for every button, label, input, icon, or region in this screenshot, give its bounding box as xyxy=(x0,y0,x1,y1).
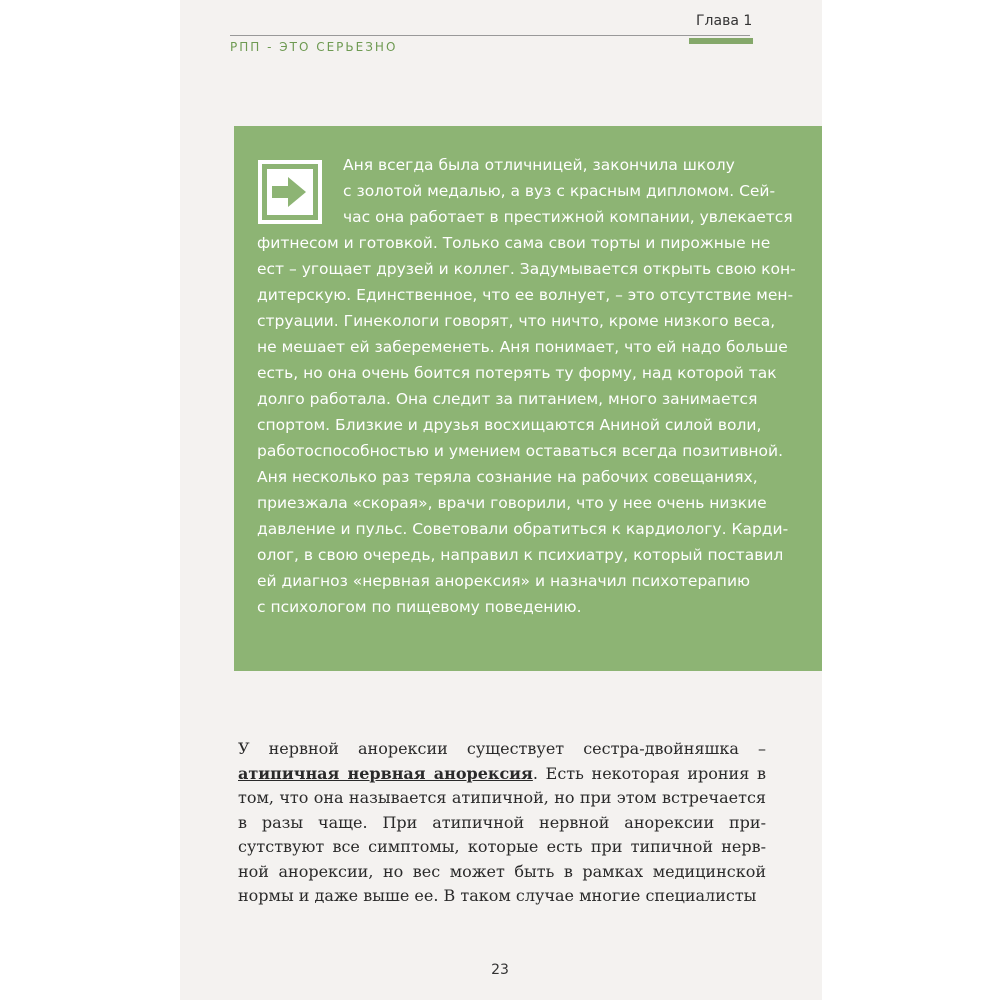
callout-line: с золотой медалью, а вуз с красным дипломом. Сей- xyxy=(343,182,776,200)
callout-line: с психологом по пищевому поведению. xyxy=(257,598,582,616)
running-head: РПП - ЭТО СЕРЬЕЗНО xyxy=(230,40,398,54)
callout-line: долго работала. Она следит за питанием, много занимается xyxy=(257,390,758,408)
callout-line: приезжала «скорая», врачи говорили, что у нее очень низкие xyxy=(257,494,767,512)
callout-line: работоспособностью и умением оставаться всегда позитивной. xyxy=(257,442,784,460)
callout-line: фитнесом и готовкой. Только сама свои торты и пирожные не xyxy=(257,234,771,252)
callout-line: не мешает ей забеременеть. Аня понимает, что ей надо больше xyxy=(257,338,788,356)
book-page xyxy=(180,0,822,1000)
body-text-after: . Есть некоторая ирония в том, что она называется атипичной, но при этом встречается в разы чаще. При атипичной нервной анорексии присутствуют все симптомы, которые есть при типичной нервной анорексии, но вес может быть в рамках медицинской нормы и даже выше ее. В таком случае многие специалисты xyxy=(238,763,766,905)
case-study-callout xyxy=(234,126,822,671)
body-paragraph xyxy=(238,737,766,909)
page-number: 23 xyxy=(491,962,509,978)
body-text-before: У нервной анорексии существует сестра-двойняшка – xyxy=(238,739,766,758)
callout-line: час она работает в престижной компании, увлекается xyxy=(343,208,793,226)
callout-text xyxy=(257,152,812,620)
callout-line: дитерскую. Единственное, что ее волнует, – это отсутствие мен- xyxy=(257,286,794,304)
callout-line: струации. Гинекологи говорят, что ничто, кроме низкого веса, xyxy=(257,312,776,330)
callout-line: ей диагноз «нервная анорексия» и назначил психотерапию xyxy=(257,572,751,590)
chapter-label: Глава 1 xyxy=(696,13,753,29)
callout-line: есть, но она очень боится потерять ту форму, над которой так xyxy=(257,364,777,382)
callout-line: Аня всегда была отличницей, закончила школу xyxy=(343,156,735,174)
callout-line: давление и пульс. Советовали обратиться к кардиологу. Карди- xyxy=(257,520,789,538)
callout-line: олог, в свою очередь, направил к психиатру, который поставил xyxy=(257,546,784,564)
callout-line: Аня несколько раз теряла сознание на рабочих совещаниях, xyxy=(257,468,758,486)
key-term: атипичная нервная анорексия xyxy=(238,763,533,783)
header-rule xyxy=(230,35,750,36)
callout-line: спортом. Близкие и друзья восхищаются Аниной силой воли, xyxy=(257,416,762,434)
chapter-accent-bar xyxy=(689,38,753,44)
callout-line: ест – угощает друзей и коллег. Задумывается открыть свою кон- xyxy=(257,260,796,278)
